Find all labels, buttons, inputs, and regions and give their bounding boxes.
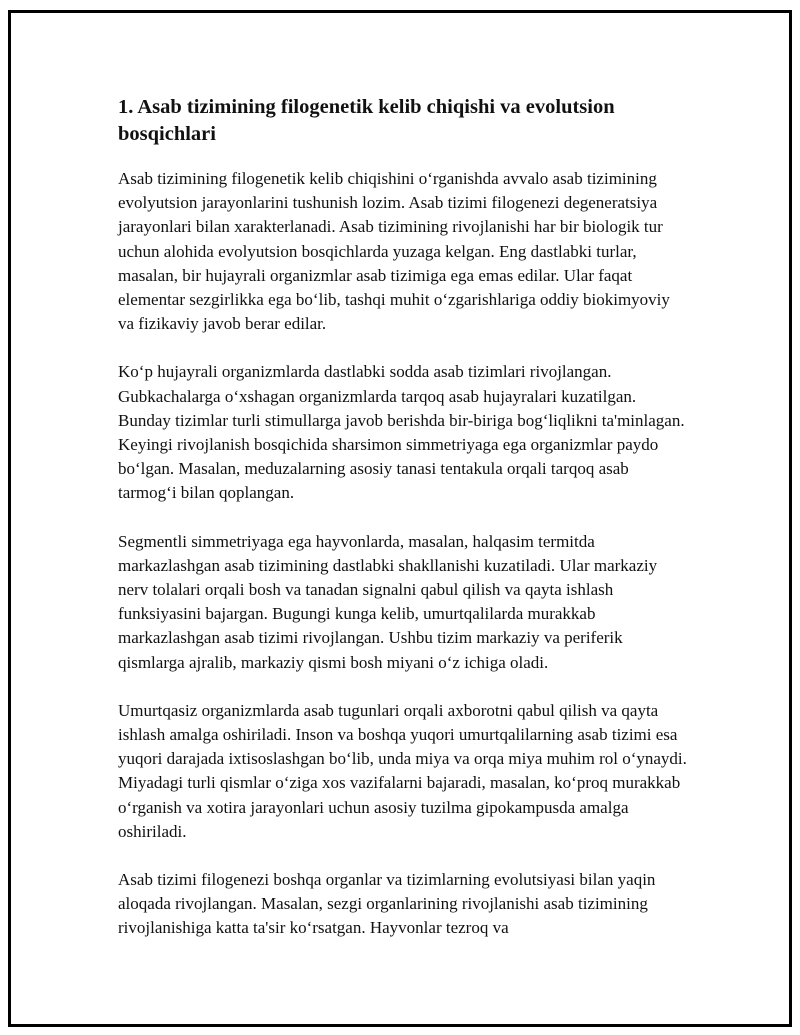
- paragraph-4: Umurtqasiz organizmlarda asab tugunlari orqali axborotni qabul qilish va qayta ishlash amalga oshiriladi. Inson va boshqa yuqori umurtqalilarning asab tizimi esa yuqori darajada ixtisoslashgan bo‘lib, unda miya va orqa miya muhim rol o‘ynaydi. Miyadagi turli qismlar o‘ziga xos vazifalarni bajaradi, masalan, ko‘proq murakkab o‘rganish va xotira jarayonlari uchun asosiy tuzilma gipokampusda amalga oshiriladi.: [118, 700, 687, 841]
- paragraph-1: Asab tizimining filogenetik kelib chiqishini o‘rganishda avvalo asab tizimining evolyutsion jarayonlarini tushunish lozim. Asab tizimi filogenezi degeneratsiya jarayonlari bilan xarakterlanadi. Asab tizimining rivojlanishi har bir biologik tur uchun alohida evolyutsion bosqichlarda yuzaga kelgan. Eng dastlabki turlar, masalan, bir hujayrali organizmlar asab tizimiga ega emas edilar. Ular faqat elementar sezgirlikka ega bo‘lib, tashqi muhit o‘zgarishlariga oddiy biokimyoviy va fizikaviy javob berar edilar.: [118, 169, 670, 334]
- paragraph-2: Ko‘p hujayrali organizmlarda dastlabki sodda asab tizimlari rivojlangan. Gubkachalarga o‘xshagan organizmlarda tarqoq asab hujayralari kuzatilgan. Bunday tizimlar turli stimullarga javob berishda bir-biriga bog‘liqlikni ta'minlagan. Keyingi rivojlanish bosqichida sharsimon simmetriyaga ega organizmlar paydo bo‘lgan. Masalan, meduzalarning asosiy tanasi tentakula orqali tarqoq asab tarmog‘i bilan qoplangan.: [118, 362, 685, 503]
- document-body: [118, 94, 688, 941]
- paragraph-5: Asab tizimi filogenezi boshqa organlar va tizimlarning evolutsiyasi bilan yaqin aloqada rivojlangan. Masalan, sezgi organlarining rivojlanishi asab tizimining rivojlanishiga katta ta'sir ko‘rsatgan. Hayvonlar tezroq va: [118, 870, 656, 938]
- paragraph-3: Segmentli simmetriyaga ega hayvonlarda, masalan, halqasim termitda markazlashgan asab tizimining dastlabki shakllanishi kuzatiladi. Ular markaziy nerv tolalari orqali bosh va tanadan signalni qabul qilish va qayta ishlash funksiyasini bajargan. Bugungi kunga kelib, umurtqalilarda murakkab markazlashgan asab tizimi rivojlangan. Ushbu tizim markaziy va periferik qismlarga ajralib, markaziy qismi bosh miyani o‘z ichiga oladi.: [118, 531, 658, 672]
- section-heading: 1. Asab tizimining filogenetik kelib chiqishi va evolutsion bosqichlari: [118, 96, 615, 145]
